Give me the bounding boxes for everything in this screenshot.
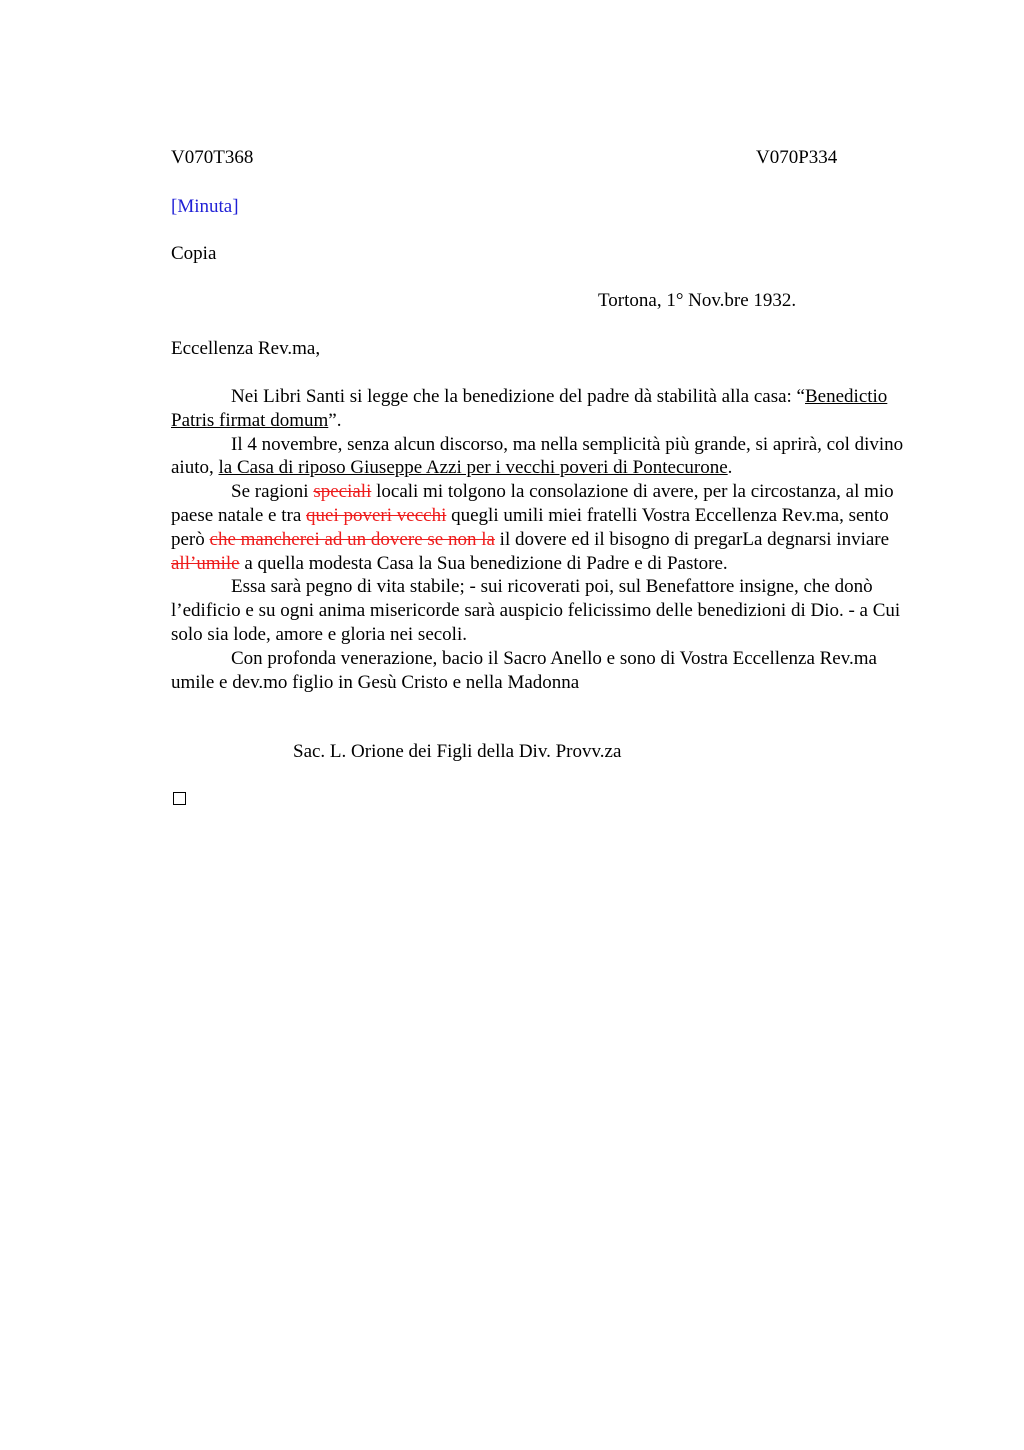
paragraph-2 [171, 433, 923, 481]
salutation: Eccellenza Rev.ma, [171, 338, 321, 359]
letter-date: Tortona, 1° Nov.bre 1932. [598, 290, 797, 311]
p1-text-b: ”. [328, 409, 342, 431]
p3-text-b: locali mi tolgono la consolazione di avere, per la circostanza, al mio paese natale e tra [171, 481, 894, 526]
p3-text-a: Se ragioni [231, 481, 314, 503]
p3-deletion-2: quei poveri vecchi [306, 504, 447, 526]
p3-text-d: il dovere ed il bisogno di pregarLa degnarsi inviare [494, 528, 890, 550]
paragraph-4: Essa sarà pegno di vita stabile; - sui ricoverati poi, sul Benefattore insigne, che donò l’edificio e su ogni anima misericorde sarà auspicio felicissimo delle benedizioni di Dio. - a Cui solo sia lode, amore e gloria nei secoli. [171, 576, 901, 645]
signature: Sac. L. Orione dei Figli della Div. Provv.za [293, 741, 622, 762]
checkbox-square-icon [173, 792, 186, 805]
minuta-label: [Minuta] [171, 196, 239, 217]
p2-text-b: . [727, 457, 733, 479]
p1-underlined: Benedictio Patris firmat domum [171, 386, 888, 431]
p3-deletion-1: speciali [313, 481, 372, 503]
p2-text-a: Il 4 novembre, senza alcun discorso, ma nella semplicità più grande, si aprirà, col divino aiuto, [171, 433, 904, 479]
paragraph-1 [171, 385, 923, 433]
p3-text-e: a quella modesta Casa la Sua benedizione di Padre e di Pastore. [239, 552, 728, 574]
paragraph-5: Con profonda venerazione, bacio il Sacro Anello e sono di Vostra Eccellenza Rev.ma umile e dev.mo figlio in Gesù Cristo e nella Madonna [171, 647, 877, 693]
archive-code-right: V070P334 [756, 147, 838, 168]
archive-code-left: V070T368 [171, 147, 254, 168]
p3-text-c: quegli umili miei fratelli Vostra Eccellenza Rev.ma, sento però [171, 504, 889, 550]
p3-deletion-3: che mancherei ad un dovere se non la [209, 528, 495, 550]
copia-label: Copia [171, 243, 217, 264]
p3-deletion-4: all’umile [171, 552, 240, 574]
letter-body [171, 385, 923, 694]
paragraph-3 [171, 480, 923, 575]
p1-text-a: Nei Libri Santi si legge che la benedizione del padre dà stabilità alla casa: “ [231, 386, 805, 407]
p2-underlined: la Casa di riposo Giuseppe Azzi per i vecchi poveri di Pontecurone [218, 457, 728, 479]
